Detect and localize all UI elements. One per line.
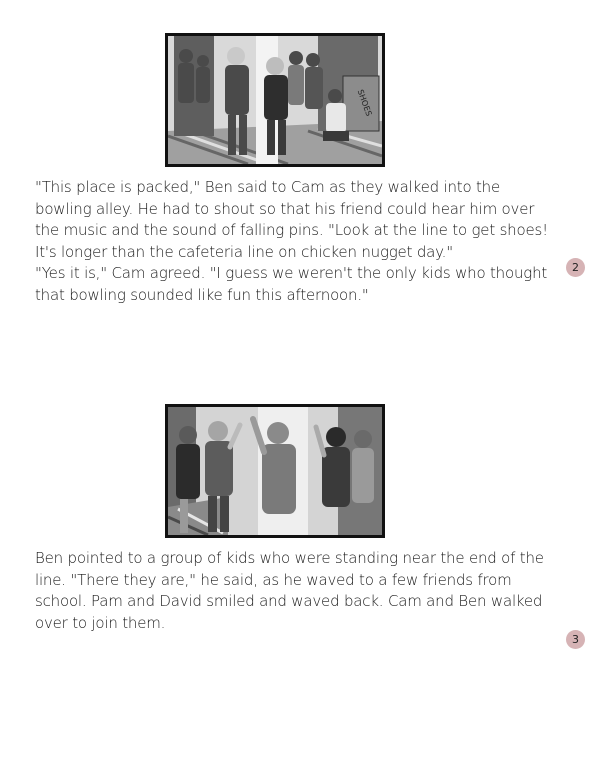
bowling-alley-scene-image xyxy=(168,36,382,164)
illustration-friends-waving xyxy=(165,404,385,538)
paragraph: Ben pointed to a group of kids who were standing near the end of the line. "There they are," he said, as he waved to a few friends from school. Pam and David smiled and waved back. Cam and Ben walked over to join them. xyxy=(35,549,544,632)
friends-waving-scene-image xyxy=(168,407,382,535)
page-3-text xyxy=(35,548,560,634)
page-number-badge: 2 xyxy=(566,258,585,277)
page-2-text xyxy=(35,177,560,306)
illustration-bowling-alley-line xyxy=(165,33,385,167)
paragraph: "Yes it is," Cam agreed. "I guess we weren't the only kids who thought that bowling sounded like fun this afternoon." xyxy=(35,264,548,304)
page-number-badge: 3 xyxy=(566,630,585,649)
shoes-sign-text: SHOES xyxy=(355,88,374,118)
paragraph: "This place is packed," Ben said to Cam as they walked into the bowling alley. He had to shout so that his friend could hear him over the music and the sound of falling pins. "Look at the line to get shoes! It's longer than the cafeteria line on chicken nugget day." xyxy=(35,178,548,261)
